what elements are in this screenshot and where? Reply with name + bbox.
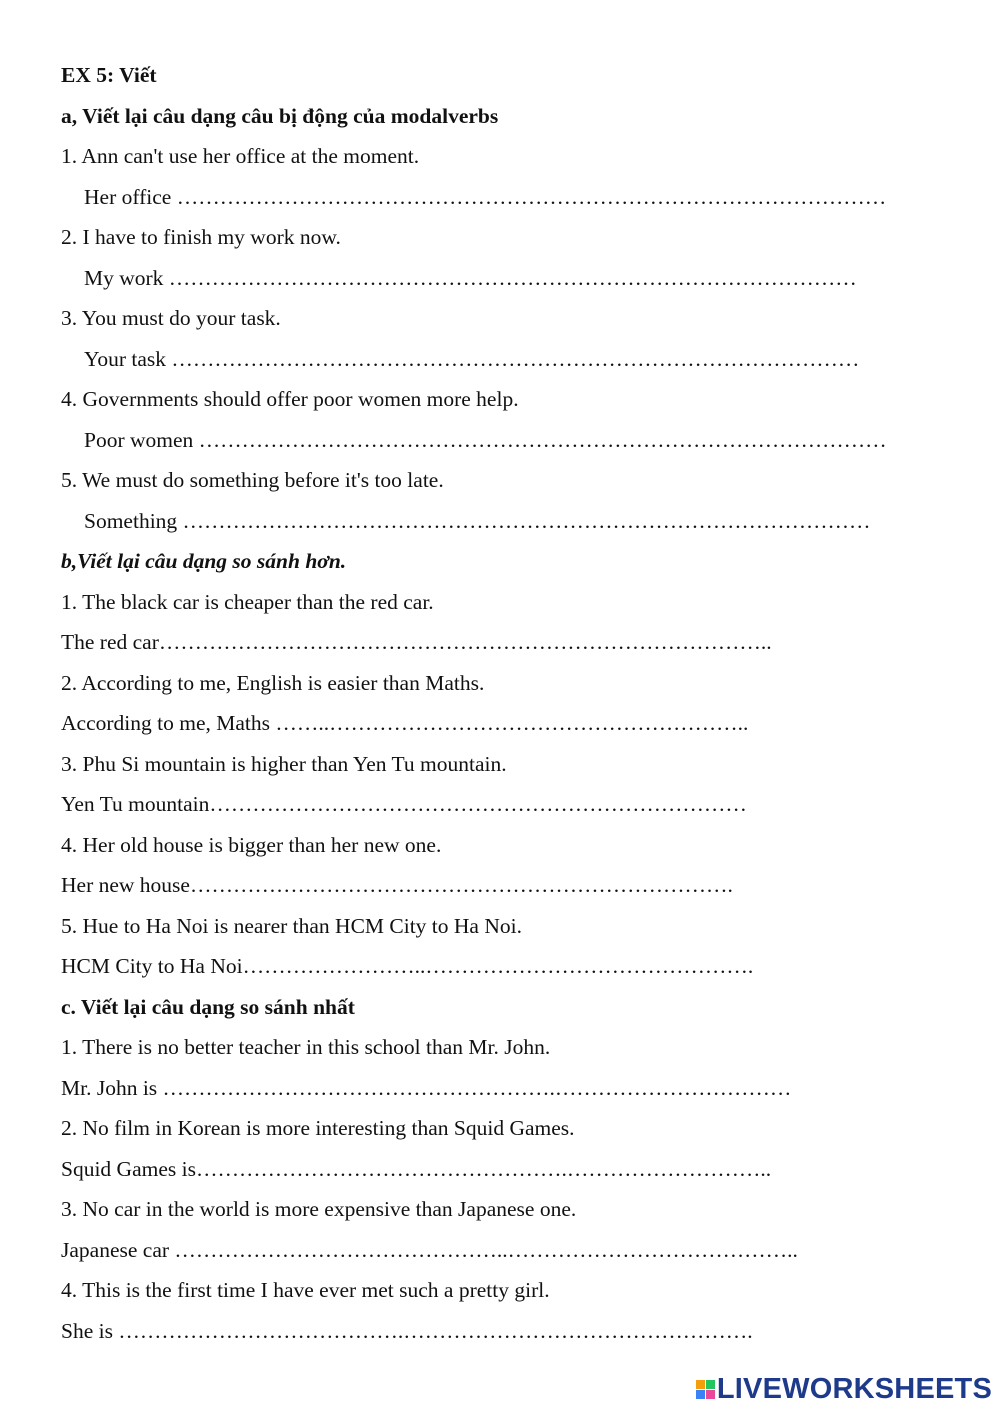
logo-square-i [706,1380,715,1389]
liveworksheets-logo-text: LIVEWORKSHEETS [716,1372,992,1405]
section-c-answer-line[interactable]: Mr. John is ……………………………………………….…………………………… [61,1075,792,1100]
section-c-question: 3. No car in the world is more expensive than Japanese one. [61,1197,577,1221]
logo-square-l [696,1380,705,1389]
section-a-question: 5. We must do something before it's too late. [61,468,444,492]
section-a-answer-line[interactable]: Something …………………………………………………………………………………… [84,508,871,533]
section-c-answer-line[interactable]: Squid Games is…………………………………………….……………………….. [61,1156,772,1181]
section-a-answer-line[interactable]: Her office ……………………………………………………………………………………… [84,184,887,209]
liveworksheets-logo-icon [696,1380,715,1399]
section-a-question: 1. Ann can't use her office at the moment. [61,144,420,168]
section-c-question: 4. This is the first time I have ever met such a pretty girl. [61,1278,550,1302]
section-a-answer-line[interactable]: Poor women …………………………………………………………………………………… [84,427,887,452]
section-c-question: 2. No film in Korean is more interesting than Squid Games. [61,1116,575,1140]
section-c-question: 1. There is no better teacher in this school than Mr. John. [61,1035,551,1059]
worksheet [61,55,961,1351]
section-a-heading: a, Viết lại câu dạng câu bị động của modalverbs [61,103,499,128]
section-b-answer-line[interactable]: Her new house…………………………………………………………………. [61,873,733,897]
section-b-answer-line[interactable]: According to me, Maths ……..………………………………………………….. [61,711,749,735]
section-c-heading: c. Viết lại câu dạng so sánh nhất [61,994,355,1019]
section-b-question: 5. Hue to Ha Noi is nearer than HCM City to Ha Noi. [61,913,522,938]
section-c-answer-line[interactable]: She is ………………………………….…………………………………………. [61,1318,753,1343]
section-a-question: 3. You must do your task. [61,306,281,330]
section-b-answer-line[interactable]: The red car………………………………………………………………………….. [61,630,772,654]
logo-square-v [696,1390,705,1399]
exercise-title: EX 5: Viết [61,63,157,87]
section-b-heading: b,Viết lại câu dạng so sánh hơn. [61,549,347,573]
section-b-question: 4. Her old house is bigger than her new one. [61,832,442,857]
section-a-question: 2. I have to finish my work now. [61,225,341,249]
section-b-question: 2. According to me, English is easier than Maths. [61,670,485,695]
section-a-question: 4. Governments should offer poor women more help. [61,387,519,411]
section-b-question: 1. The black car is cheaper than the red car. [61,589,434,614]
liveworksheets-logo [696,1371,992,1407]
logo-square-e [706,1390,715,1399]
section-a-answer-line[interactable]: Your task …………………………………………………………………………………… [84,346,860,371]
section-a-answer-line[interactable]: My work …………………………………………………………………………………… [84,265,857,290]
section-b-answer-line[interactable]: HCM City to Ha Noi……………………..………………………………………. [61,954,754,978]
section-c-answer-line[interactable]: Japanese car ………………………………………..………………………………….. [61,1237,798,1262]
section-b-question: 3. Phu Si mountain is higher than Yen Tu mountain. [61,751,507,776]
section-b-answer-line[interactable]: Yen Tu mountain………………………………………………………………… [61,792,747,816]
